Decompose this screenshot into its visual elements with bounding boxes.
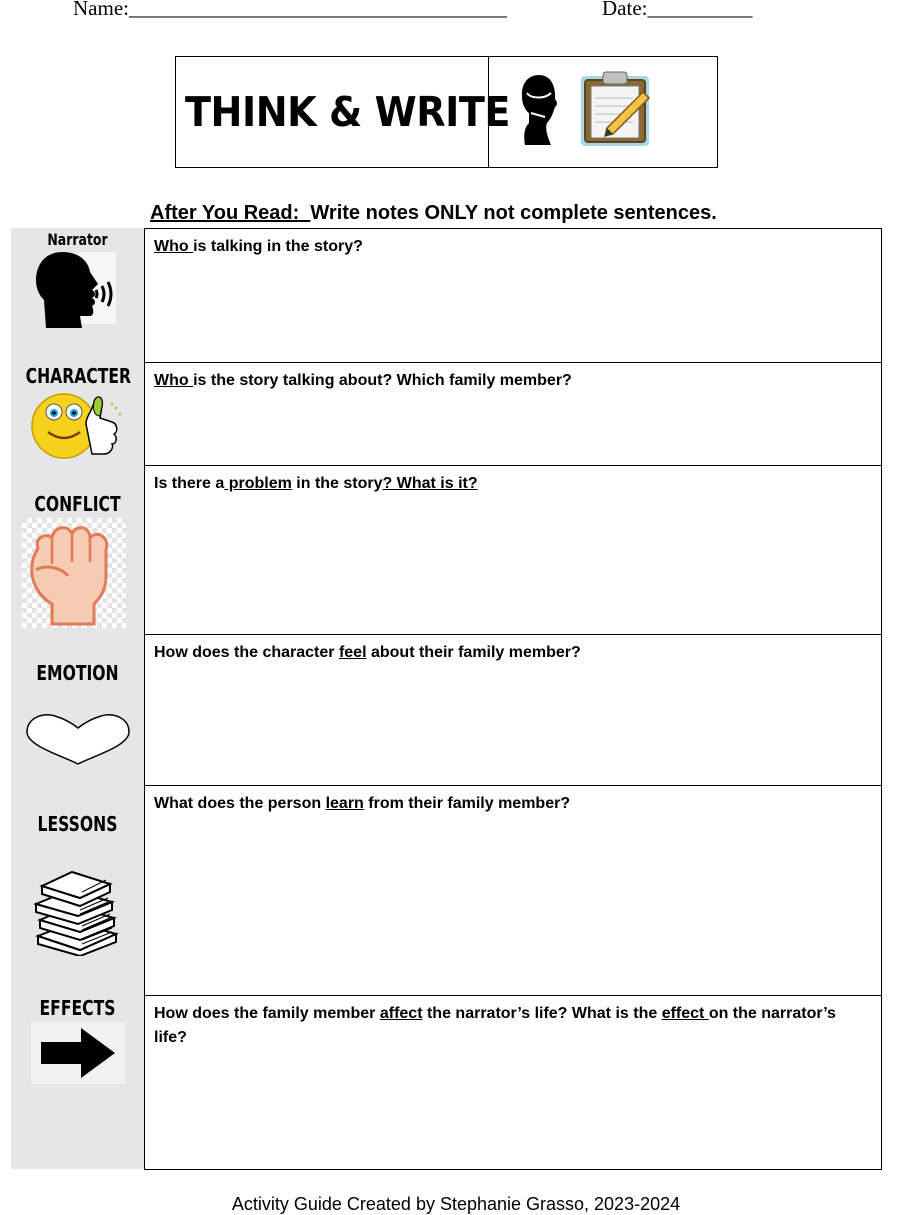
row-label-character: CHARACTER	[25, 364, 132, 388]
date-blank[interactable]: __________	[647, 0, 753, 20]
instruction-text: Write notes ONLY not complete sentences.	[310, 202, 717, 224]
answer-box-character[interactable]	[144, 362, 882, 466]
speaking-head-icon	[34, 250, 118, 330]
arrow-right-icon	[31, 1022, 125, 1084]
answer-box-emotion[interactable]	[144, 634, 882, 786]
date-label: Date:	[602, 0, 648, 20]
name-field[interactable]	[73, 0, 507, 21]
row-label-emotion: EMOTION	[36, 661, 119, 685]
stack-of-books-icon	[34, 870, 120, 956]
page-title: THINK & WRITE	[185, 88, 510, 136]
smiley-thumbs-up-icon	[28, 392, 126, 462]
instruction-line	[150, 202, 717, 225]
clipboard-pencil-icon	[579, 70, 654, 148]
question-conflict: Is there a problem in the story? What is it?	[154, 475, 478, 492]
answer-box-conflict[interactable]	[144, 465, 882, 635]
instruction-prefix: After You Read:	[150, 202, 300, 224]
name-label: Name:	[73, 0, 129, 20]
answer-box-effects[interactable]	[144, 995, 882, 1170]
answer-box-lessons[interactable]	[144, 785, 882, 996]
footer-credit: Activity Guide Created by Stephanie Grasso, 2023-2024	[231, 1194, 681, 1214]
title-icons-cell	[489, 57, 717, 167]
row-label-effects: EFFECTS	[39, 996, 116, 1020]
thinking-head-icon	[517, 73, 561, 147]
question-lessons: What does the person learn from their family member?	[154, 795, 571, 812]
fist-icon	[22, 518, 126, 628]
question-emotion: How does the character feel about their family member?	[154, 644, 581, 661]
question-narrator: Who is talking in the story?	[154, 238, 363, 255]
row-label-narrator: Narrator	[47, 230, 108, 249]
answer-box-narrator[interactable]	[144, 228, 882, 363]
question-character: Who is the story talking about? Which family member?	[154, 372, 572, 389]
name-blank[interactable]: ____________________________________	[128, 0, 507, 20]
row-label-conflict: CONFLICT	[34, 492, 121, 516]
row-label-lessons: LESSONS	[37, 812, 118, 836]
title-box	[175, 56, 718, 168]
title-cell	[176, 57, 510, 167]
date-field[interactable]	[602, 0, 752, 21]
question-effects: How does the family member affect the narrator’s life? What is the effect on the narrator’s life?	[154, 1005, 836, 1046]
heart-icon	[25, 712, 131, 766]
